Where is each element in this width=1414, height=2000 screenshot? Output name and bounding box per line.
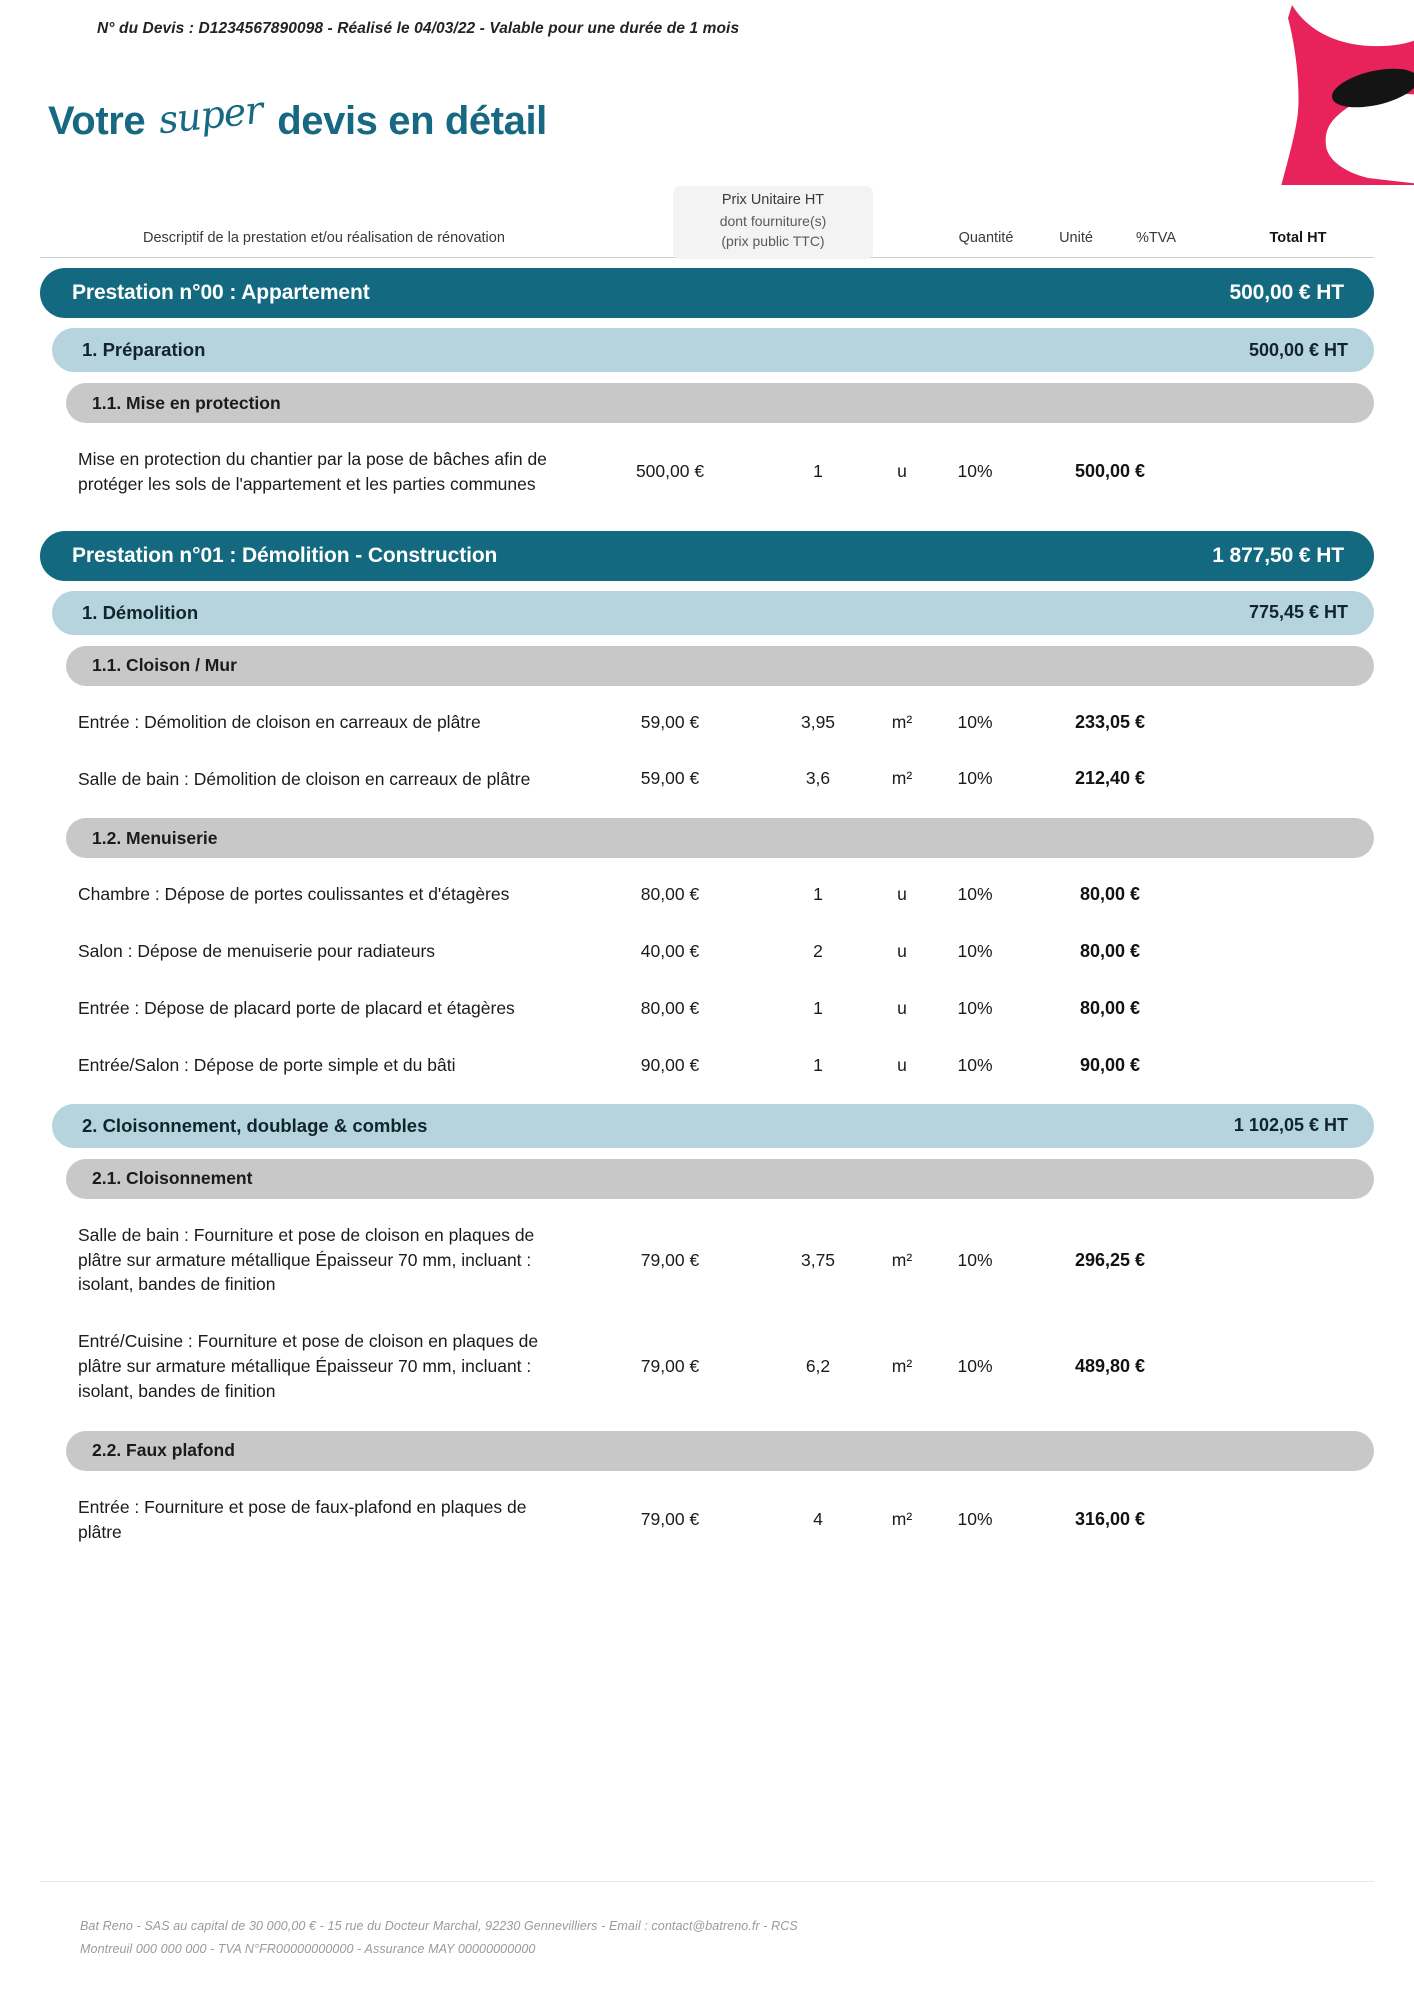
sublot-title: 1.1. Cloison / Mur <box>92 655 237 676</box>
line-item-description: Salle de bain : Démolition de cloison en carreaux de plâtre <box>78 768 531 789</box>
line-item-unit-price: 40,00 € <box>640 941 700 962</box>
row-spacer <box>0 1471 1414 1479</box>
line-item-row[interactable] <box>78 694 1374 751</box>
line-item-quantity: 1 <box>813 997 823 1018</box>
line-item-unit: m² <box>891 768 913 789</box>
sublot-header[interactable] <box>66 1159 1374 1199</box>
table-header <box>40 182 1374 258</box>
sublot-title: 2.2. Faux plafond <box>92 1440 235 1461</box>
line-item-quantity: 4 <box>813 1509 823 1530</box>
row-spacer <box>0 513 1414 531</box>
column-header-unit-price-line1: Prix Unitaire HT <box>721 192 825 208</box>
lot-amount: 775,45 € HT <box>1248 602 1348 623</box>
line-item-quantity: 3,75 <box>800 1249 836 1270</box>
line-item-total: 80,00 € <box>1079 884 1141 905</box>
line-item-description: Entrée/Salon : Dépose de porte simple et du bâti <box>78 1054 456 1075</box>
line-item-vat: 10% <box>957 1054 993 1075</box>
sublot-title: 2.1. Cloisonnement <box>92 1168 253 1189</box>
line-item-row[interactable] <box>78 1313 1374 1420</box>
line-item-unit-price: 79,00 € <box>640 1249 700 1270</box>
lot-title: 2. Cloisonnement, doublage & combles <box>82 1114 428 1136</box>
line-item-vat: 10% <box>957 997 993 1018</box>
line-item-total: 489,80 € <box>1074 1356 1146 1377</box>
line-item-vat: 10% <box>957 941 993 962</box>
line-item-quantity: 6,2 <box>805 1356 831 1377</box>
quote-meta-line: N° du Devis : D1234567890098 - Réalisé le 04/03/22 - Valable pour une durée de 1 mois <box>97 20 740 37</box>
line-item-row[interactable] <box>78 980 1374 1037</box>
line-item-row[interactable] <box>78 923 1374 980</box>
sublot-header[interactable] <box>66 1431 1374 1471</box>
lot-header[interactable] <box>52 1104 1374 1148</box>
line-item-unit-price: 80,00 € <box>640 884 700 905</box>
prestation-title: Prestation n°01 : Démolition - Construction <box>72 543 498 567</box>
batreno-logo-mark <box>1244 0 1414 185</box>
line-item-row[interactable] <box>78 751 1374 808</box>
line-item-unit: u <box>897 884 907 905</box>
line-item-total: 80,00 € <box>1079 941 1141 962</box>
row-spacer <box>0 858 1414 866</box>
prestation-amount: 1 877,50 € HT <box>1212 543 1344 567</box>
line-item-unit: u <box>897 941 907 962</box>
line-item-unit-price: 90,00 € <box>640 1054 700 1075</box>
lot-title: 1. Préparation <box>82 339 206 360</box>
column-header-quantity: Quantité <box>958 230 1014 247</box>
line-item-description: Entrée : Fourniture et pose de faux-plafond en plaques de plâtre <box>78 1496 527 1542</box>
line-item-vat: 10% <box>957 1509 993 1530</box>
line-item-vat: 10% <box>957 461 993 482</box>
sublot-header[interactable] <box>66 818 1374 858</box>
lot-header[interactable] <box>52 328 1374 372</box>
line-item-total: 500,00 € <box>1074 461 1146 482</box>
line-item-vat: 10% <box>957 1249 993 1270</box>
column-header-total: Total HT <box>1269 230 1327 247</box>
line-item-unit: u <box>897 461 907 482</box>
line-item-vat: 10% <box>957 711 993 732</box>
prestation-title: Prestation n°00 : Appartement <box>72 281 370 304</box>
line-item-quantity: 1 <box>813 1054 823 1075</box>
prestation-header[interactable] <box>40 268 1374 318</box>
sublot-title: 1.1. Mise en protection <box>92 392 281 413</box>
line-item-unit: u <box>897 1054 907 1075</box>
line-item-vat: 10% <box>957 884 993 905</box>
line-item-quantity: 1 <box>813 884 823 905</box>
lot-amount: 1 102,05 € HT <box>1233 1115 1348 1136</box>
page-title-part1: Votre <box>48 98 146 143</box>
line-item-row[interactable] <box>78 1037 1374 1094</box>
line-item-quantity: 1 <box>813 461 823 482</box>
lot-header[interactable] <box>52 591 1374 635</box>
line-item-total: 212,40 € <box>1074 768 1146 789</box>
line-item-total: 296,25 € <box>1074 1249 1146 1270</box>
line-item-total: 316,00 € <box>1074 1509 1146 1530</box>
line-item-total: 90,00 € <box>1079 1054 1141 1075</box>
line-item-row[interactable] <box>78 866 1374 923</box>
line-item-unit-price: 79,00 € <box>640 1509 700 1530</box>
line-item-row[interactable] <box>78 431 1374 513</box>
line-item-description: Salon : Dépose de menuiserie pour radiateurs <box>78 941 436 962</box>
lot-amount: 500,00 € HT <box>1248 339 1348 360</box>
line-item-description: Mise en protection du chantier par la pose de bâches afin de protéger les sols de l'appartement et les parties communes <box>78 449 547 494</box>
column-header-unit: Unité <box>1059 230 1093 247</box>
line-item-total: 233,05 € <box>1074 711 1146 732</box>
line-item-unit-price: 59,00 € <box>640 711 700 732</box>
line-item-quantity: 2 <box>813 941 823 962</box>
page-title <box>48 87 547 144</box>
line-item-quantity: 3,6 <box>805 768 831 789</box>
row-spacer <box>0 1199 1414 1207</box>
line-item-unit-price: 80,00 € <box>640 997 700 1018</box>
sublot-title: 1.2. Menuiserie <box>92 827 218 848</box>
column-header-unit-price-line2: dont fourniture(s) <box>719 213 827 230</box>
line-item-unit: u <box>897 997 907 1018</box>
line-item-vat: 10% <box>957 1356 993 1377</box>
line-item-unit: m² <box>891 711 913 732</box>
line-item-unit-price: 79,00 € <box>640 1356 700 1377</box>
sublot-header[interactable] <box>66 646 1374 686</box>
quote-rows <box>0 268 1414 1561</box>
line-item-total: 80,00 € <box>1079 997 1141 1018</box>
line-item-quantity: 3,95 <box>800 711 836 732</box>
row-spacer <box>0 423 1414 431</box>
line-item-row[interactable] <box>78 1479 1374 1561</box>
line-item-unit: m² <box>891 1249 913 1270</box>
legal-footer <box>80 1915 920 1963</box>
column-header-description: Descriptif de la prestation et/ou réalisation de rénovation <box>143 230 505 247</box>
line-item-description: Chambre : Dépose de portes coulissantes et d'étagères <box>78 884 510 905</box>
prestation-header[interactable] <box>40 531 1374 581</box>
line-item-description: Salle de bain : Fourniture et pose de cloison en plaques de plâtre sur armature métallique Épaisseur 70 mm, incluant : isolant, bandes de finition <box>78 1224 535 1295</box>
line-item-vat: 10% <box>957 768 993 789</box>
prestation-amount: 500,00 € HT <box>1229 281 1344 304</box>
line-item-description: Entré/Cuisine : Fourniture et pose de cloison en plaques de plâtre sur armature métallique Épaisseur 70 mm, incluant : isolant, bandes de finition <box>78 1331 539 1401</box>
page-title-part2: devis en détail <box>277 98 547 143</box>
column-header-unit-price-line3: (prix public TTC) <box>721 233 825 250</box>
row-spacer <box>0 686 1414 694</box>
line-item-description: Entrée : Démolition de cloison en carreaux de plâtre <box>78 711 481 732</box>
column-header-unit-price <box>673 186 873 259</box>
line-item-unit-price: 500,00 € <box>635 461 705 482</box>
footer-divider <box>40 1881 1374 1882</box>
legal-footer-line1: Bat Reno - SAS au capital de 30 000,00 € - 15 rue du Docteur Marchal, 92230 Gennevilliers - Email : contact@batreno.fr - RCS <box>80 1918 798 1933</box>
page-title-script-word: super <box>156 87 265 143</box>
legal-footer-line2: Montreuil 000 000 000 - TVA N°FR00000000000 - Assurance MAY 00000000000 <box>80 1942 536 1957</box>
lot-title: 1. Démolition <box>82 601 199 623</box>
line-item-row[interactable] <box>78 1207 1374 1314</box>
line-item-description: Entrée : Dépose de placard porte de placard et étagères <box>78 998 515 1019</box>
line-item-unit: m² <box>891 1356 913 1377</box>
column-header-vat: %TVA <box>1135 230 1177 247</box>
sublot-header[interactable] <box>66 383 1374 423</box>
line-item-unit: m² <box>891 1509 913 1530</box>
line-item-unit-price: 59,00 € <box>640 768 700 789</box>
